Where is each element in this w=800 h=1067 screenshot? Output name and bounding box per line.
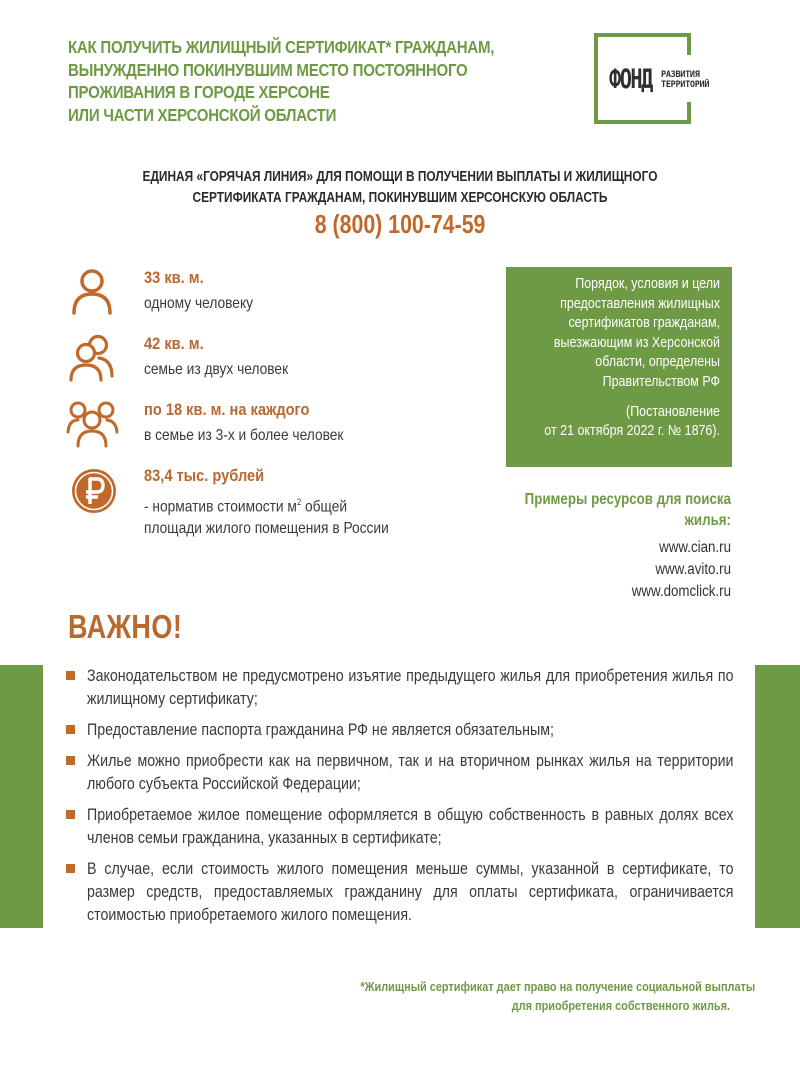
norm-sub: одному человеку [144, 295, 254, 312]
list-item [66, 665, 732, 711]
ruble-icon [66, 466, 122, 516]
decorative-bar-right [755, 665, 800, 928]
hotline-line: СЕРТИФИКАТА ГРАЖДАНАМ, ПОКИНУВШИМ ХЕРСОНСКУЮ ОБЛАСТЬ [192, 190, 608, 206]
two-people-icon [66, 334, 122, 384]
resource-link[interactable] [480, 581, 731, 603]
logo-sub-text [661, 70, 709, 90]
norm-head: 83,4 тыс. рублей [144, 466, 265, 485]
decree-line: (Постановление [626, 403, 720, 420]
superscript: 2 [296, 497, 302, 507]
logo-main-text: ФОНД [609, 64, 652, 95]
hotline-heading [60, 167, 740, 209]
resources-section [480, 489, 731, 603]
group-icon [66, 400, 122, 450]
footnote [290, 977, 756, 1015]
resources-heading-line: Примеры ресурсов для поиска [524, 491, 731, 508]
page-title [68, 36, 538, 126]
info-paragraph [506, 275, 720, 393]
decree-line: от 21 октября 2022 г. № 1876). [544, 423, 720, 440]
link-text[interactable]: www.avito.ru [655, 561, 731, 578]
logo-sub-line: РАЗВИТИЯ [661, 69, 700, 80]
norm-sub-text: площади жилого помещения в России [144, 520, 389, 538]
decorative-bar-left [0, 665, 43, 928]
bullet-square-icon [66, 756, 75, 765]
norm-head: 33 кв. м. [144, 268, 204, 287]
info-line: Порядок, условия и цели [575, 276, 720, 292]
info-line: сертификатов гражданам, [568, 315, 720, 332]
info-line: области, определены [595, 354, 720, 371]
norm-sub-text: общей [301, 498, 348, 516]
resources-links [480, 537, 731, 603]
resource-link[interactable] [480, 559, 731, 581]
important-list [66, 665, 732, 935]
info-line: выезжающим из Херсонской [553, 334, 720, 351]
list-item-text: Жилье можно приобрести как на первичном, так и на вторичном рынках жилья на территории любого субъекта Российской Федерации; [87, 752, 734, 793]
bullet-square-icon [66, 671, 75, 680]
norm-head: по 18 кв. м. на каждого [144, 400, 310, 419]
resource-link[interactable] [480, 537, 731, 559]
phone-number[interactable]: 8 (800) 100-74-59 [314, 209, 486, 239]
norm-sub-text: - норматив стоимости м [144, 498, 297, 516]
list-item [66, 719, 732, 742]
norm-sub: семье из двух человек [144, 361, 289, 378]
list-item [66, 750, 732, 796]
bullet-square-icon [66, 810, 75, 819]
info-line: предоставления жилищных [560, 295, 720, 312]
norm-head: 42 кв. м. [144, 334, 204, 353]
list-item [66, 804, 732, 850]
info-box [506, 267, 732, 467]
title-line: ИЛИ ЧАСТИ ХЕРСОНСКОЙ ОБЛАСТИ [68, 104, 337, 125]
resources-heading [480, 489, 731, 531]
list-item-text: Законодательством не предусмотрено изъятие предыдущего жилья для приобретения жилья по жилищному сертификату; [87, 667, 734, 708]
link-text[interactable]: www.cian.ru [659, 539, 731, 556]
info-line: Правительством РФ [602, 373, 720, 390]
footnote-line: для приобретения собственного жилья. [511, 998, 730, 1013]
list-item-text: Приобретаемое жилое помещение оформляется в общую собственность в равных долях всех членов семьи гражданина, указанных в сертификате; [87, 806, 734, 847]
norm-sub [144, 491, 389, 540]
bullet-square-icon [66, 725, 75, 734]
list-item-text: Предоставление паспорта гражданина РФ не является обязательным; [87, 721, 554, 739]
important-heading: ВАЖНО! [68, 608, 183, 645]
logo [609, 64, 713, 95]
resources-heading-line: жилья: [684, 512, 731, 529]
link-text[interactable]: www.domclick.ru [631, 583, 731, 600]
title-line: ВЫНУЖДЕННО ПОКИНУВШИМ МЕСТО ПОСТОЯННОГО [68, 59, 468, 80]
title-line: КАК ПОЛУЧИТЬ ЖИЛИЩНЫЙ СЕРТИФИКАТ* ГРАЖДАНАМ, [68, 37, 495, 57]
footnote-line: *Жилищный сертификат дает право на получение социальной выплаты [360, 979, 756, 994]
bullet-square-icon [66, 864, 75, 873]
title-line: ПРОЖИВАНИЯ В ГОРОДЕ ХЕРСОНЕ [68, 82, 330, 102]
hotline-line: ЕДИНАЯ «ГОРЯЧАЯ ЛИНИЯ» ДЛЯ ПОМОЩИ В ПОЛУЧЕНИИ ВЫПЛАТЫ И ЖИЛИЩНОГО [142, 169, 658, 185]
list-item-text: В случае, если стоимость жилого помещения меньше суммы, указанной в сертификате, то размер средств, предоставляемых гражданину для оплаты сертификата, ограничивается стоимостью приобретаемого жилого помещения. [87, 860, 734, 924]
logo-sub-line: ТЕРРИТОРИЙ [661, 79, 710, 90]
list-item [66, 858, 732, 927]
hotline-phone[interactable] [60, 209, 740, 240]
person-icon [66, 268, 122, 318]
decree-reference [506, 403, 720, 442]
norm-sub: в семье из 3-х и более человек [144, 427, 344, 444]
